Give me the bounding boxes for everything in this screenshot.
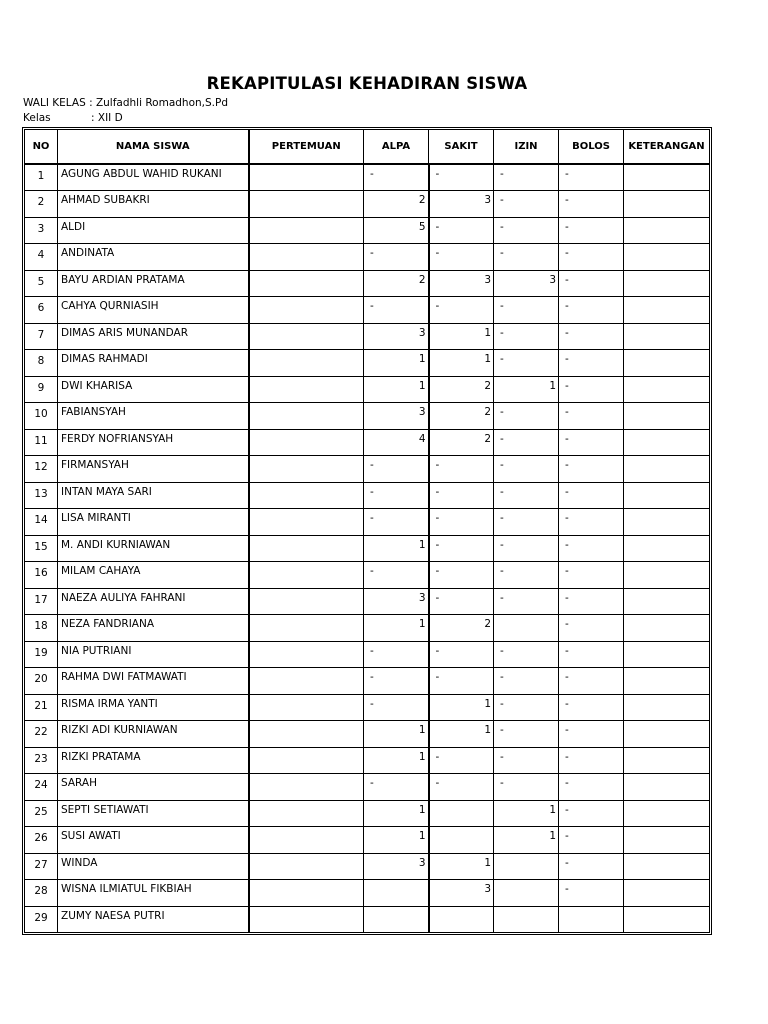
cell-bolos: - bbox=[559, 429, 624, 456]
table-row bbox=[25, 217, 710, 244]
table-row bbox=[25, 244, 710, 271]
cell-nama-siswa: FABIANSYAH bbox=[58, 403, 249, 430]
cell-sakit: - bbox=[429, 482, 494, 509]
cell-nama-siswa: NIA PUTRIANI bbox=[58, 641, 249, 668]
cell-bolos: - bbox=[559, 323, 624, 350]
table-row bbox=[25, 429, 710, 456]
cell-keterangan bbox=[624, 482, 710, 509]
cell-pertemuan bbox=[249, 244, 364, 271]
cell-bolos: - bbox=[559, 297, 624, 324]
cell-bolos: - bbox=[559, 641, 624, 668]
cell-izin: - bbox=[494, 164, 559, 191]
cell-no: 4 bbox=[25, 244, 58, 271]
cell-keterangan bbox=[624, 694, 710, 721]
cell-pertemuan bbox=[249, 297, 364, 324]
cell-sakit: 2 bbox=[429, 403, 494, 430]
table-row bbox=[25, 482, 710, 509]
cell-sakit bbox=[429, 827, 494, 854]
cell-nama-siswa: DIMAS RAHMADI bbox=[58, 350, 249, 377]
header-sakit: SAKIT bbox=[429, 130, 494, 165]
cell-sakit: - bbox=[429, 456, 494, 483]
cell-bolos: - bbox=[559, 615, 624, 642]
cell-no: 19 bbox=[25, 641, 58, 668]
cell-no: 8 bbox=[25, 350, 58, 377]
cell-alpa: 1 bbox=[364, 827, 429, 854]
cell-keterangan bbox=[624, 191, 710, 218]
cell-keterangan bbox=[624, 721, 710, 748]
cell-sakit: 2 bbox=[429, 376, 494, 403]
table-row bbox=[25, 827, 710, 854]
cell-izin: - bbox=[494, 191, 559, 218]
cell-nama-siswa: AHMAD SUBAKRI bbox=[58, 191, 249, 218]
cell-izin: - bbox=[494, 217, 559, 244]
cell-pertemuan bbox=[249, 906, 364, 933]
cell-izin: - bbox=[494, 588, 559, 615]
cell-nama-siswa: SUSI AWATI bbox=[58, 827, 249, 854]
cell-keterangan bbox=[624, 323, 710, 350]
cell-alpa: - bbox=[364, 562, 429, 589]
cell-no: 11 bbox=[25, 429, 58, 456]
table-row bbox=[25, 668, 710, 695]
table-row bbox=[25, 721, 710, 748]
cell-nama-siswa: FIRMANSYAH bbox=[58, 456, 249, 483]
cell-pertemuan bbox=[249, 403, 364, 430]
cell-alpa: 1 bbox=[364, 747, 429, 774]
cell-alpa: - bbox=[364, 774, 429, 801]
cell-no: 12 bbox=[25, 456, 58, 483]
cell-no: 7 bbox=[25, 323, 58, 350]
cell-pertemuan bbox=[249, 721, 364, 748]
cell-pertemuan bbox=[249, 323, 364, 350]
cell-alpa: - bbox=[364, 297, 429, 324]
table-row bbox=[25, 641, 710, 668]
cell-keterangan bbox=[624, 297, 710, 324]
cell-no: 15 bbox=[25, 535, 58, 562]
cell-sakit: - bbox=[429, 668, 494, 695]
cell-keterangan bbox=[624, 641, 710, 668]
cell-sakit: - bbox=[429, 217, 494, 244]
cell-bolos: - bbox=[559, 694, 624, 721]
cell-bolos: - bbox=[559, 509, 624, 536]
cell-alpa: 1 bbox=[364, 535, 429, 562]
cell-no: 2 bbox=[25, 191, 58, 218]
cell-pertemuan bbox=[249, 800, 364, 827]
cell-pertemuan bbox=[249, 562, 364, 589]
table-row bbox=[25, 509, 710, 536]
cell-izin: 3 bbox=[494, 270, 559, 297]
cell-no: 6 bbox=[25, 297, 58, 324]
cell-izin: - bbox=[494, 244, 559, 271]
cell-izin: - bbox=[494, 641, 559, 668]
cell-izin: - bbox=[494, 721, 559, 748]
cell-bolos: - bbox=[559, 827, 624, 854]
cell-bolos: - bbox=[559, 880, 624, 907]
cell-keterangan bbox=[624, 615, 710, 642]
cell-izin: - bbox=[494, 774, 559, 801]
cell-nama-siswa: ZUMY NAESA PUTRI bbox=[58, 906, 249, 933]
cell-sakit: - bbox=[429, 588, 494, 615]
table-row bbox=[25, 800, 710, 827]
cell-no: 1 bbox=[25, 164, 58, 191]
cell-no: 3 bbox=[25, 217, 58, 244]
cell-bolos: - bbox=[559, 191, 624, 218]
attendance-table bbox=[24, 129, 710, 933]
cell-nama-siswa: M. ANDI KURNIAWAN bbox=[58, 535, 249, 562]
cell-pertemuan bbox=[249, 350, 364, 377]
cell-nama-siswa: ANDINATA bbox=[58, 244, 249, 271]
cell-alpa: - bbox=[364, 694, 429, 721]
cell-pertemuan bbox=[249, 747, 364, 774]
wali-kelas-line bbox=[23, 97, 228, 110]
header-keterangan: KETERANGAN bbox=[624, 130, 710, 165]
table-row bbox=[25, 562, 710, 589]
cell-sakit: 2 bbox=[429, 615, 494, 642]
cell-keterangan bbox=[624, 403, 710, 430]
cell-keterangan bbox=[624, 217, 710, 244]
cell-keterangan bbox=[624, 588, 710, 615]
cell-nama-siswa: INTAN MAYA SARI bbox=[58, 482, 249, 509]
table-row bbox=[25, 535, 710, 562]
cell-sakit: - bbox=[429, 297, 494, 324]
cell-bolos: - bbox=[559, 853, 624, 880]
table-row bbox=[25, 694, 710, 721]
cell-pertemuan bbox=[249, 694, 364, 721]
table-row bbox=[25, 323, 710, 350]
cell-pertemuan bbox=[249, 880, 364, 907]
cell-sakit bbox=[429, 906, 494, 933]
cell-sakit: 3 bbox=[429, 191, 494, 218]
cell-nama-siswa: SARAH bbox=[58, 774, 249, 801]
cell-keterangan bbox=[624, 800, 710, 827]
kelas-value: : XII D bbox=[91, 112, 123, 124]
cell-bolos: - bbox=[559, 588, 624, 615]
table-row bbox=[25, 853, 710, 880]
cell-sakit: - bbox=[429, 509, 494, 536]
cell-sakit: - bbox=[429, 774, 494, 801]
cell-no: 10 bbox=[25, 403, 58, 430]
cell-bolos: - bbox=[559, 164, 624, 191]
table-row bbox=[25, 588, 710, 615]
cell-pertemuan bbox=[249, 853, 364, 880]
cell-no: 22 bbox=[25, 721, 58, 748]
cell-pertemuan bbox=[249, 588, 364, 615]
cell-keterangan bbox=[624, 774, 710, 801]
cell-bolos: - bbox=[559, 721, 624, 748]
cell-bolos: - bbox=[559, 562, 624, 589]
cell-alpa bbox=[364, 880, 429, 907]
cell-no: 25 bbox=[25, 800, 58, 827]
cell-izin bbox=[494, 880, 559, 907]
cell-izin: - bbox=[494, 403, 559, 430]
cell-izin: - bbox=[494, 350, 559, 377]
cell-pertemuan bbox=[249, 535, 364, 562]
table-row bbox=[25, 164, 710, 191]
cell-nama-siswa: FERDY NOFRIANSYAH bbox=[58, 429, 249, 456]
cell-bolos bbox=[559, 906, 624, 933]
cell-alpa: 1 bbox=[364, 800, 429, 827]
kelas-line bbox=[23, 112, 123, 125]
cell-bolos: - bbox=[559, 456, 624, 483]
cell-bolos: - bbox=[559, 376, 624, 403]
cell-keterangan bbox=[624, 906, 710, 933]
cell-izin: - bbox=[494, 456, 559, 483]
cell-no: 16 bbox=[25, 562, 58, 589]
cell-bolos: - bbox=[559, 244, 624, 271]
cell-pertemuan bbox=[249, 376, 364, 403]
cell-keterangan bbox=[624, 350, 710, 377]
cell-no: 29 bbox=[25, 906, 58, 933]
cell-sakit: 2 bbox=[429, 429, 494, 456]
cell-nama-siswa: NEZA FANDRIANA bbox=[58, 615, 249, 642]
document-title: REKAPITULASI KEHADIRAN SISWA bbox=[206, 74, 528, 93]
cell-bolos: - bbox=[559, 535, 624, 562]
table-row bbox=[25, 191, 710, 218]
cell-pertemuan bbox=[249, 164, 364, 191]
cell-izin: 1 bbox=[494, 800, 559, 827]
cell-pertemuan bbox=[249, 668, 364, 695]
cell-sakit: - bbox=[429, 641, 494, 668]
cell-izin: - bbox=[494, 668, 559, 695]
table-row bbox=[25, 376, 710, 403]
cell-alpa: - bbox=[364, 164, 429, 191]
table-row bbox=[25, 615, 710, 642]
cell-sakit: - bbox=[429, 164, 494, 191]
cell-pertemuan bbox=[249, 615, 364, 642]
cell-alpa: 3 bbox=[364, 323, 429, 350]
cell-no: 17 bbox=[25, 588, 58, 615]
cell-keterangan bbox=[624, 429, 710, 456]
cell-pertemuan bbox=[249, 217, 364, 244]
cell-sakit: - bbox=[429, 747, 494, 774]
header-izin: IZIN bbox=[494, 130, 559, 165]
cell-sakit: - bbox=[429, 562, 494, 589]
header-alpa: ALPA bbox=[364, 130, 429, 165]
cell-keterangan bbox=[624, 535, 710, 562]
cell-no: 13 bbox=[25, 482, 58, 509]
cell-izin bbox=[494, 853, 559, 880]
cell-alpa: 1 bbox=[364, 350, 429, 377]
cell-sakit bbox=[429, 800, 494, 827]
cell-sakit: 1 bbox=[429, 853, 494, 880]
table-row bbox=[25, 297, 710, 324]
cell-keterangan bbox=[624, 747, 710, 774]
header-nama-siswa: NAMA SISWA bbox=[58, 130, 249, 165]
table-row bbox=[25, 747, 710, 774]
cell-izin: - bbox=[494, 482, 559, 509]
cell-no: 20 bbox=[25, 668, 58, 695]
cell-alpa: 5 bbox=[364, 217, 429, 244]
cell-nama-siswa: SEPTI SETIAWATI bbox=[58, 800, 249, 827]
cell-alpa: 1 bbox=[364, 721, 429, 748]
cell-izin: - bbox=[494, 747, 559, 774]
cell-alpa: 1 bbox=[364, 615, 429, 642]
cell-no: 14 bbox=[25, 509, 58, 536]
cell-nama-siswa: RIZKI ADI KURNIAWAN bbox=[58, 721, 249, 748]
cell-alpa: - bbox=[364, 668, 429, 695]
table-row bbox=[25, 774, 710, 801]
cell-keterangan bbox=[624, 668, 710, 695]
cell-nama-siswa: CAHYA QURNIASIH bbox=[58, 297, 249, 324]
header-no: NO bbox=[25, 130, 58, 165]
cell-sakit: 3 bbox=[429, 270, 494, 297]
cell-no: 18 bbox=[25, 615, 58, 642]
cell-nama-siswa: NAEZA AULIYA FAHRANI bbox=[58, 588, 249, 615]
cell-alpa: 3 bbox=[364, 853, 429, 880]
kelas-label: Kelas bbox=[23, 112, 51, 124]
cell-keterangan bbox=[624, 456, 710, 483]
cell-alpa: - bbox=[364, 641, 429, 668]
cell-pertemuan bbox=[249, 191, 364, 218]
table-header-row bbox=[25, 130, 710, 165]
cell-keterangan bbox=[624, 827, 710, 854]
cell-nama-siswa: LISA MIRANTI bbox=[58, 509, 249, 536]
cell-izin: 1 bbox=[494, 827, 559, 854]
cell-bolos: - bbox=[559, 217, 624, 244]
cell-nama-siswa: RISMA IRMA YANTI bbox=[58, 694, 249, 721]
cell-no: 28 bbox=[25, 880, 58, 907]
table-row bbox=[25, 880, 710, 907]
cell-alpa: 3 bbox=[364, 403, 429, 430]
cell-alpa: - bbox=[364, 482, 429, 509]
table-row bbox=[25, 906, 710, 933]
cell-alpa: 2 bbox=[364, 191, 429, 218]
cell-keterangan bbox=[624, 509, 710, 536]
table-row bbox=[25, 456, 710, 483]
cell-bolos: - bbox=[559, 800, 624, 827]
cell-pertemuan bbox=[249, 509, 364, 536]
cell-izin: - bbox=[494, 535, 559, 562]
cell-no: 24 bbox=[25, 774, 58, 801]
cell-nama-siswa: MILAM CAHAYA bbox=[58, 562, 249, 589]
wali-kelas-label: WALI KELAS bbox=[23, 97, 86, 109]
cell-keterangan bbox=[624, 880, 710, 907]
attendance-table-frame bbox=[22, 127, 712, 935]
cell-bolos: - bbox=[559, 668, 624, 695]
cell-no: 5 bbox=[25, 270, 58, 297]
table-body bbox=[25, 164, 710, 933]
cell-izin: - bbox=[494, 562, 559, 589]
cell-alpa: 4 bbox=[364, 429, 429, 456]
cell-bolos: - bbox=[559, 403, 624, 430]
cell-izin: 1 bbox=[494, 376, 559, 403]
cell-izin: - bbox=[494, 323, 559, 350]
table-row bbox=[25, 270, 710, 297]
cell-pertemuan bbox=[249, 456, 364, 483]
cell-sakit: - bbox=[429, 244, 494, 271]
cell-no: 21 bbox=[25, 694, 58, 721]
cell-sakit: 3 bbox=[429, 880, 494, 907]
cell-alpa: - bbox=[364, 456, 429, 483]
cell-pertemuan bbox=[249, 774, 364, 801]
cell-keterangan bbox=[624, 270, 710, 297]
cell-nama-siswa: BAYU ARDIAN PRATAMA bbox=[58, 270, 249, 297]
cell-alpa bbox=[364, 906, 429, 933]
cell-sakit: - bbox=[429, 535, 494, 562]
cell-pertemuan bbox=[249, 270, 364, 297]
cell-nama-siswa: WISNA ILMIATUL FIKBIAH bbox=[58, 880, 249, 907]
cell-keterangan bbox=[624, 164, 710, 191]
cell-nama-siswa: DWI KHARISA bbox=[58, 376, 249, 403]
cell-bolos: - bbox=[559, 270, 624, 297]
cell-nama-siswa: RAHMA DWI FATMAWATI bbox=[58, 668, 249, 695]
cell-no: 27 bbox=[25, 853, 58, 880]
table-row bbox=[25, 403, 710, 430]
cell-izin: - bbox=[494, 429, 559, 456]
cell-nama-siswa: WINDA bbox=[58, 853, 249, 880]
cell-sakit: 1 bbox=[429, 323, 494, 350]
cell-nama-siswa: ALDI bbox=[58, 217, 249, 244]
cell-keterangan bbox=[624, 244, 710, 271]
cell-sakit: 1 bbox=[429, 694, 494, 721]
header-pertemuan: PERTEMUAN bbox=[249, 130, 364, 165]
cell-keterangan bbox=[624, 853, 710, 880]
cell-pertemuan bbox=[249, 429, 364, 456]
wali-kelas-value: : Zulfadhli Romadhon,S.Pd bbox=[89, 97, 228, 109]
cell-no: 26 bbox=[25, 827, 58, 854]
cell-no: 23 bbox=[25, 747, 58, 774]
cell-bolos: - bbox=[559, 747, 624, 774]
cell-nama-siswa: RIZKI PRATAMA bbox=[58, 747, 249, 774]
table-row bbox=[25, 350, 710, 377]
cell-pertemuan bbox=[249, 482, 364, 509]
cell-no: 9 bbox=[25, 376, 58, 403]
cell-izin: - bbox=[494, 297, 559, 324]
header-bolos: BOLOS bbox=[559, 130, 624, 165]
cell-izin bbox=[494, 615, 559, 642]
cell-alpa: - bbox=[364, 244, 429, 271]
cell-alpa: 1 bbox=[364, 376, 429, 403]
cell-izin: - bbox=[494, 694, 559, 721]
cell-alpa: - bbox=[364, 509, 429, 536]
cell-pertemuan bbox=[249, 827, 364, 854]
cell-alpa: 3 bbox=[364, 588, 429, 615]
cell-sakit: 1 bbox=[429, 721, 494, 748]
cell-pertemuan bbox=[249, 641, 364, 668]
cell-keterangan bbox=[624, 376, 710, 403]
cell-izin: - bbox=[494, 509, 559, 536]
cell-sakit: 1 bbox=[429, 350, 494, 377]
cell-bolos: - bbox=[559, 482, 624, 509]
cell-nama-siswa: DIMAS ARIS MUNANDAR bbox=[58, 323, 249, 350]
cell-bolos: - bbox=[559, 774, 624, 801]
cell-keterangan bbox=[624, 562, 710, 589]
cell-bolos: - bbox=[559, 350, 624, 377]
cell-izin bbox=[494, 906, 559, 933]
cell-alpa: 2 bbox=[364, 270, 429, 297]
cell-nama-siswa: AGUNG ABDUL WAHID RUKANI bbox=[58, 164, 249, 191]
